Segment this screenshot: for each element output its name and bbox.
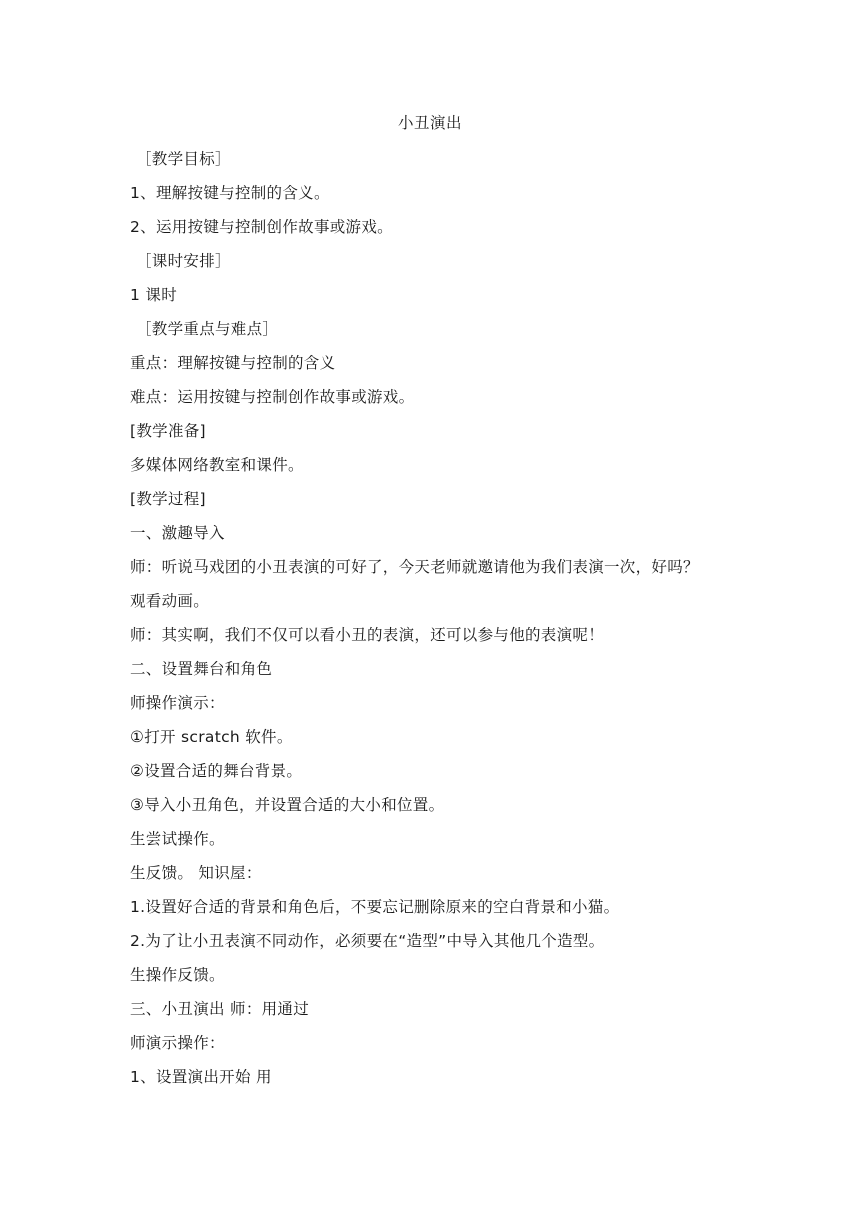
teacher-demo-label: 师操作演示：	[130, 694, 225, 712]
preparation-text: 多媒体网络教室和课件。	[130, 456, 304, 474]
student-feedback-text: 生反馈。 知识屋：	[130, 864, 262, 882]
part-three-heading: 三、小丑演出 师：用通过	[130, 1000, 310, 1018]
step-1-text: ①打开 scratch 软件。	[130, 728, 293, 746]
document-body	[130, 142, 750, 1094]
section-heading-process: [教学过程]	[130, 490, 206, 508]
section-heading-preparation: [教学准备]	[130, 422, 206, 440]
objective-item-1: 1、理解按键与控制的含义。	[130, 184, 330, 202]
section-heading-objectives: ［教学目标］	[136, 150, 231, 168]
teacher-remark-text: 师：其实啊，我们不仅可以看小丑的表演，还可以参与他的表演呢！	[130, 626, 605, 644]
part-two-heading: 二、设置舞台和角色	[130, 660, 273, 678]
schedule-text: 1 课时	[130, 286, 177, 304]
teacher-intro-text: 师：听说马戏团的小丑表演的可好了，今天老师就邀请他为我们表演一次，好吗？	[130, 558, 699, 576]
student-operation-feedback: 生操作反馈。	[130, 966, 225, 984]
teacher-demo-operation-label: 师演示操作：	[130, 1034, 225, 1052]
watch-animation-text: 观看动画。	[130, 592, 210, 610]
key-point-text: 重点：理解按键与控制的含义	[130, 354, 336, 372]
section-heading-schedule: ［课时安排］	[136, 252, 231, 270]
step-2-text: ②设置合适的舞台背景。	[130, 762, 303, 780]
section-heading-key-points: ［教学重点与难点］	[136, 320, 279, 338]
student-try-text: 生尝试操作。	[130, 830, 225, 848]
part-one-heading: 一、激趣导入	[130, 524, 225, 542]
objective-item-2: 2、运用按键与控制创作故事或游戏。	[130, 218, 393, 236]
difficulty-text: 难点：运用按键与控制创作故事或游戏。	[130, 388, 415, 406]
knowledge-item-2: 2.为了让小丑表演不同动作，必须要在“造型”中导入其他几个造型。	[130, 932, 605, 950]
knowledge-item-1: 1.设置好合适的背景和角色后，不要忘记删除原来的空白背景和小猫。	[130, 898, 620, 916]
step-3-text: ③导入小丑角色，并设置合适的大小和位置。	[130, 796, 445, 814]
step-start-text: 1、设置演出开始 用	[130, 1068, 272, 1086]
document-title: 小丑演出	[397, 114, 462, 132]
